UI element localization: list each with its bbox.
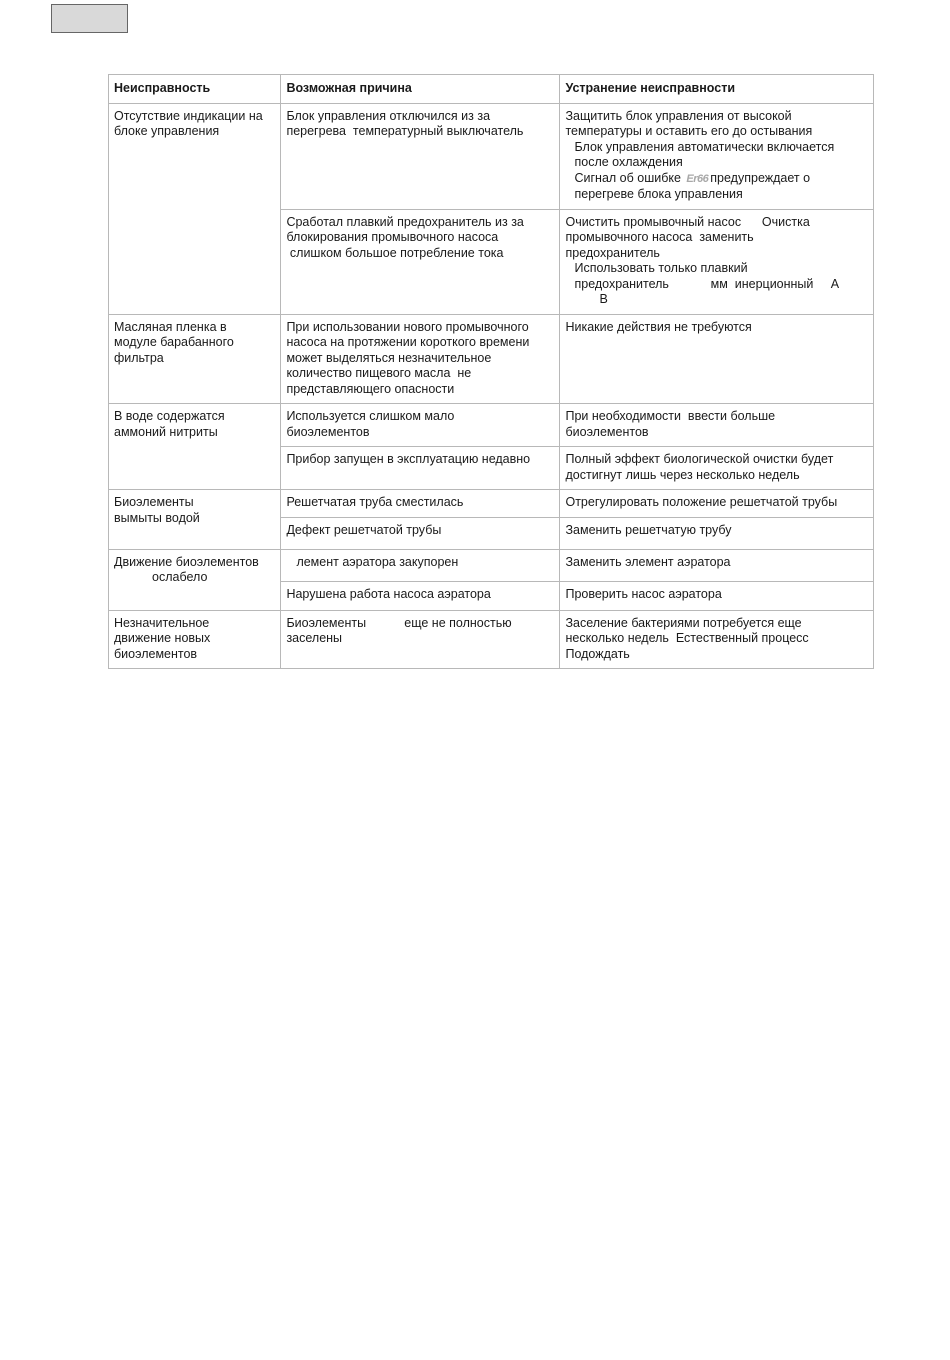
- cause-cell: Дефект решетчатой трубы: [281, 517, 560, 549]
- table-row: [109, 490, 874, 518]
- header-remedy: Устранение неисправности: [560, 75, 874, 104]
- remedy-cell: Очистить промывочный насос Очистка промывочного насоса заменить предохранитель Использовать только плавкий предохранитель мм инерционный А В: [560, 209, 874, 314]
- cause-cell: Прибор запущен в эксплуатацию недавно: [281, 447, 560, 490]
- table-header-row: [109, 75, 874, 104]
- remedy-cell: Заселение бактериями потребуется еще несколько недель Естественный процесс Подождать: [560, 610, 874, 669]
- remedy-cell: Никакие действия не требуются: [560, 314, 874, 404]
- remedy-cell: Проверить насос аэратора: [560, 581, 874, 610]
- cause-cell: При использовании нового промывочного насоса на протяжении короткого времени может выделяться незначительное количество пищевого масла не представляющего опасности: [281, 314, 560, 404]
- troubleshooting-table: [108, 74, 874, 669]
- fault-cell: Отсутствие индикации на блоке управления: [109, 103, 281, 314]
- fault-cell: В воде содержатся аммоний нитриты: [109, 404, 281, 490]
- cause-cell: Решетчатая труба сместилась: [281, 490, 560, 518]
- cause-cell: Нарушена работа насоса аэратора: [281, 581, 560, 610]
- cause-cell: Блок управления отключился из за перегрева температурный выключатель: [281, 103, 560, 209]
- remedy-cell: Полный эффект биологической очистки будет достигнут лишь через несколько недель: [560, 447, 874, 490]
- header-cause: Возможная причина: [281, 75, 560, 104]
- remedy-cell: Отрегулировать положение решетчатой трубы: [560, 490, 874, 518]
- error-code-display: Er66: [686, 172, 709, 185]
- cause-cell: Сработал плавкий предохранитель из за блокирования промывочного насоса слишком большое потребление тока: [281, 209, 560, 314]
- table-row: [109, 610, 874, 669]
- table-row: [109, 549, 874, 581]
- remedy-cell: Заменить элемент аэратора: [560, 549, 874, 581]
- language-tab-box: [51, 4, 128, 33]
- table-row: [109, 404, 874, 447]
- remedy-cell: Защитить блок управления от высокой температуры и оставить его до остывания Блок управления автоматически включается после охлаждения Сигнал об ошибке Er66 предупреждает о перегреве блока управления: [560, 103, 874, 209]
- header-fault: Неисправность: [109, 75, 281, 104]
- table-row: [109, 103, 874, 209]
- fault-cell: Биоэлементы вымыты водой: [109, 490, 281, 550]
- cause-cell: Биоэлементы еще не полностью заселены: [281, 610, 560, 669]
- fault-cell: Движение биоэлементов ослабело: [109, 549, 281, 610]
- table-row: [109, 314, 874, 404]
- cause-cell: лемент аэратора закупорен: [281, 549, 560, 581]
- fault-cell: Масляная пленка в модуле барабанного фильтра: [109, 314, 281, 404]
- fault-cell: Незначительное движение новых биоэлементов: [109, 610, 281, 669]
- cause-cell: Используется слишком мало биоэлементов: [281, 404, 560, 447]
- remedy-cell: При необходимости ввести больше биоэлементов: [560, 404, 874, 447]
- remedy-cell: Заменить решетчатую трубу: [560, 517, 874, 549]
